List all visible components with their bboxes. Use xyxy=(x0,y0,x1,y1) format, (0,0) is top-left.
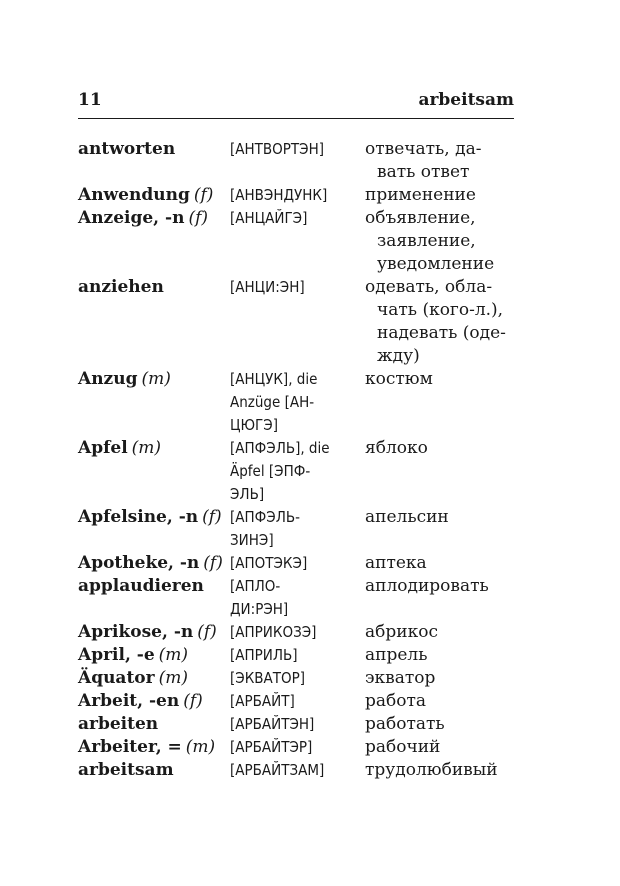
headword xyxy=(78,621,230,644)
transcription-line: [АРБАЙТЭН] xyxy=(230,715,315,733)
transcription-line: [АПЛО- xyxy=(230,577,281,595)
gender-marker: (m) xyxy=(158,668,188,688)
dictionary-entry xyxy=(78,368,528,437)
translation-line: уведомление xyxy=(377,254,495,274)
translation xyxy=(365,276,528,368)
dictionary-entry xyxy=(78,736,528,759)
running-head: arbeitsam xyxy=(418,90,514,110)
translation-line: жду) xyxy=(377,346,420,366)
gender-marker: (m) xyxy=(141,369,171,389)
transcription-line: [ЭКВАТОР] xyxy=(230,669,306,687)
translation-line: апельсин xyxy=(365,507,449,527)
translation-line: яблоко xyxy=(365,438,428,458)
translation xyxy=(365,621,528,644)
transcription-line: Anzüge [АН- xyxy=(230,393,315,411)
dictionary-entry xyxy=(78,506,528,552)
headword-text: anziehen xyxy=(78,277,164,297)
headword-text: Apotheke, -n xyxy=(78,553,200,573)
transcription-line: [АПРИКОЗЭ] xyxy=(230,623,317,641)
transcription-line: [АНВЭНДУНК] xyxy=(230,186,328,204)
transcription xyxy=(230,667,365,690)
headword-text: Arbeiter, = xyxy=(78,737,182,757)
transcription-line: ЗИНЭ] xyxy=(230,531,274,549)
translation xyxy=(365,184,528,207)
page-header xyxy=(78,88,514,119)
headword xyxy=(78,368,230,437)
translation xyxy=(365,207,528,276)
translation-line: трудолюбивый xyxy=(365,760,498,780)
headword-text: arbeiten xyxy=(78,714,159,734)
headword xyxy=(78,759,230,782)
headword-text: applaudieren xyxy=(78,576,204,596)
translation xyxy=(365,644,528,667)
headword-text: Äquator xyxy=(78,668,155,688)
headword-text: Apfel xyxy=(78,438,128,458)
transcription xyxy=(230,138,365,184)
transcription xyxy=(230,621,365,644)
transcription xyxy=(230,552,365,575)
transcription-line: ДИ:РЭН] xyxy=(230,600,289,618)
headword xyxy=(78,736,230,759)
gender-marker: (f) xyxy=(202,507,222,527)
headword xyxy=(78,437,230,506)
transcription-line: ЭЛЬ] xyxy=(230,485,265,503)
headword xyxy=(78,690,230,713)
transcription xyxy=(230,690,365,713)
transcription-line: [АНТВОРТЭН] xyxy=(230,140,324,158)
translation-line: экватор xyxy=(365,668,436,688)
transcription xyxy=(230,644,365,667)
transcription xyxy=(230,437,365,506)
dictionary-entry xyxy=(78,575,528,621)
translation xyxy=(365,138,528,184)
transcription-line: [АПФЭЛЬ- xyxy=(230,508,300,526)
translation xyxy=(365,759,528,782)
translation xyxy=(365,552,528,575)
headword xyxy=(78,276,230,368)
transcription xyxy=(230,506,365,552)
dictionary-entry xyxy=(78,207,528,276)
headword xyxy=(78,575,230,621)
translation xyxy=(365,575,528,621)
headword-text: Anzeige, -n xyxy=(78,208,185,228)
page-number: 11 xyxy=(78,90,102,110)
dictionary-entry xyxy=(78,184,528,207)
translation-line: чать (кого-л.), xyxy=(377,300,504,320)
headword xyxy=(78,138,230,184)
transcription xyxy=(230,736,365,759)
translation xyxy=(365,736,528,759)
headword xyxy=(78,184,230,207)
translation-line: работать xyxy=(365,714,445,734)
translation xyxy=(365,437,528,506)
gender-marker: (m) xyxy=(131,438,162,458)
dictionary-entry xyxy=(78,621,528,644)
translation-line: абрикос xyxy=(365,622,438,642)
transcription-line: [АПОТЭКЭ] xyxy=(230,554,308,572)
dictionary-entries xyxy=(78,138,528,782)
translation-line: аплодировать xyxy=(365,576,489,596)
gender-marker: (m) xyxy=(185,737,216,757)
headword-text: arbeitsam xyxy=(78,760,174,780)
translation-line: работа xyxy=(365,691,427,711)
headword-text: April, -e xyxy=(78,645,155,665)
headword-text: antworten xyxy=(78,139,176,159)
transcription xyxy=(230,759,365,782)
transcription-line: [АРБАЙТ] xyxy=(230,692,295,710)
translation-line: апрель xyxy=(365,645,428,665)
headword-text: Aprikose, -n xyxy=(78,622,194,642)
translation-line: одевать, обла- xyxy=(365,277,493,297)
headword-text: Anwendung xyxy=(78,185,190,205)
dictionary-entry xyxy=(78,437,528,506)
dictionary-entry xyxy=(78,759,528,782)
translation xyxy=(365,667,528,690)
translation xyxy=(365,506,528,552)
headword xyxy=(78,207,230,276)
gender-marker: (f) xyxy=(183,691,203,711)
transcription-line: [АРБАЙТЗАМ] xyxy=(230,761,325,779)
headword-text: Apfelsine, -n xyxy=(78,507,199,527)
dictionary-entry xyxy=(78,138,528,184)
translation-line: заявление, xyxy=(377,231,476,251)
headword xyxy=(78,506,230,552)
transcription-line: [АПРИЛЬ] xyxy=(230,646,298,664)
translation xyxy=(365,713,528,736)
headword-text: Arbeit, -en xyxy=(78,691,180,711)
transcription xyxy=(230,184,365,207)
transcription-line: ЦЮГЭ] xyxy=(230,416,278,434)
transcription-line: [АНЦУК], die xyxy=(230,370,318,388)
translation-line: вать ответ xyxy=(377,162,470,182)
headword xyxy=(78,644,230,667)
translation-line: объявление, xyxy=(365,208,476,228)
headword xyxy=(78,667,230,690)
transcription xyxy=(230,368,365,437)
dictionary-entry xyxy=(78,552,528,575)
headword-text: Anzug xyxy=(78,369,138,389)
translation-line: костюм xyxy=(365,369,433,389)
headword xyxy=(78,713,230,736)
transcription xyxy=(230,575,365,621)
gender-marker: (f) xyxy=(193,185,214,205)
transcription xyxy=(230,713,365,736)
translation xyxy=(365,690,528,713)
translation-line: применение xyxy=(365,185,476,205)
gender-marker: (f) xyxy=(188,208,208,228)
gender-marker: (f) xyxy=(197,622,217,642)
translation-line: рабочий xyxy=(365,737,441,757)
dictionary-entry xyxy=(78,690,528,713)
transcription-line: [АРБАЙТЭР] xyxy=(230,738,313,756)
headword xyxy=(78,552,230,575)
translation-line: отвечать, да- xyxy=(365,139,482,159)
gender-marker: (f) xyxy=(203,553,223,573)
transcription-line: Äpfel [ЭПФ- xyxy=(230,462,311,480)
transcription xyxy=(230,207,365,276)
translation-line: надевать (оде- xyxy=(377,323,506,343)
dictionary-entry xyxy=(78,713,528,736)
dictionary-entry xyxy=(78,644,528,667)
transcription-line: [АПФЭЛЬ], die xyxy=(230,439,330,457)
gender-marker: (m) xyxy=(158,645,189,665)
translation-line: аптека xyxy=(365,553,427,573)
transcription xyxy=(230,276,365,368)
dictionary-entry xyxy=(78,276,528,368)
dictionary-entry xyxy=(78,667,528,690)
transcription-line: [АНЦИ:ЭН] xyxy=(230,278,305,296)
translation xyxy=(365,368,528,437)
transcription-line: [АНЦАЙГЭ] xyxy=(230,209,308,227)
